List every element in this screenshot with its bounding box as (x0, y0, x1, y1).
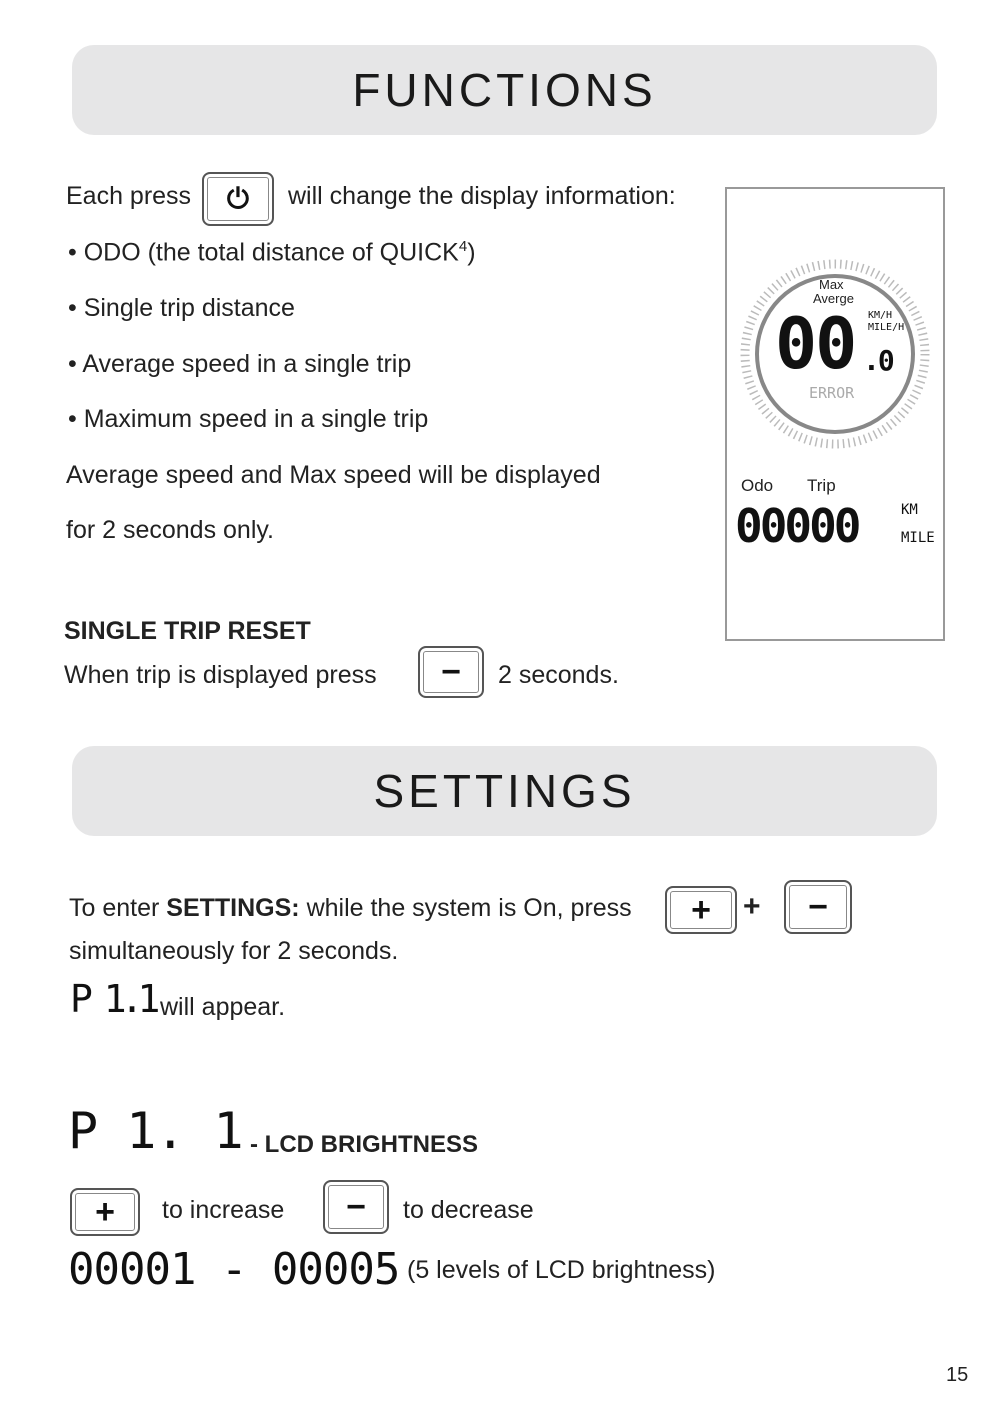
power-icon: ⏻ (226, 182, 250, 214)
plus-button-increase[interactable]: + (70, 1188, 140, 1236)
paren: ) (467, 238, 476, 267)
brightness-range: 00001 - 00005 (68, 1244, 400, 1295)
plus-button[interactable]: + (665, 886, 737, 934)
text: while the system is On, press (299, 894, 632, 922)
intro-text: Each press (66, 182, 192, 210)
decrease-text: to decrease (403, 1196, 534, 1224)
speed-dial-ring (727, 189, 943, 639)
minus-button-decrease[interactable]: − (323, 1180, 389, 1234)
minus-button[interactable]: − (418, 646, 484, 698)
superscript: 4 (458, 238, 468, 255)
settings-bold: SETTINGS: (166, 894, 300, 922)
reset-heading: SINGLE TRIP RESET (64, 617, 311, 645)
will-appear-text: will appear. (160, 993, 286, 1021)
intro-text-after: will change the display information: (288, 182, 676, 210)
reset-text: When trip is displayed press (64, 661, 377, 689)
increase-text: to increase (162, 1196, 285, 1224)
simultaneous-text: simultaneously for 2 seconds. (69, 937, 399, 965)
bullet-odo (68, 238, 476, 267)
text: To enter (69, 894, 167, 922)
enter-settings-text (69, 894, 632, 923)
note-line1: Average speed and Max speed will be displayed (66, 461, 601, 489)
plus-join: + (743, 890, 761, 923)
p1-code: P 1. 1 (68, 1102, 243, 1160)
lcd-display-illustration (725, 187, 945, 641)
settings-banner: SETTINGS (72, 746, 937, 836)
speed-decimal: .0 (863, 344, 893, 377)
odo-label: Odo (741, 476, 774, 495)
bullet-max: • Maximum speed in a single trip (68, 405, 429, 433)
averge-label: Averge (813, 291, 854, 306)
note-line2: for 2 seconds only. (66, 516, 274, 544)
bullet-trip: • Single trip distance (68, 294, 295, 322)
brightness-note: (5 levels of LCD brightness) (407, 1256, 716, 1284)
unit-mile: MILE (901, 530, 935, 546)
p1-label: - LCD BRIGHTNESS (250, 1131, 478, 1158)
unit-mileh: MILE/H (868, 322, 905, 333)
max-label: Max (819, 277, 844, 292)
distance-value: 00000 (735, 499, 859, 553)
p-code: P 1.1 (70, 977, 155, 1021)
page-number: 15 (946, 1364, 969, 1386)
unit-kmh: KM/H (868, 310, 893, 321)
minus-button-settings[interactable]: − (784, 880, 852, 934)
trip-label: Trip (807, 476, 836, 495)
bullet-text: • ODO (the total distance of QUICK (68, 238, 459, 267)
reset-text-after: 2 seconds. (498, 661, 619, 689)
speed-value: 00 (775, 303, 856, 385)
power-button[interactable] (202, 172, 274, 226)
unit-km: KM (901, 502, 918, 518)
error-indicator: ERROR (809, 384, 855, 402)
functions-banner: FUNCTIONS (72, 45, 937, 135)
bullet-average: • Average speed in a single trip (68, 350, 412, 378)
